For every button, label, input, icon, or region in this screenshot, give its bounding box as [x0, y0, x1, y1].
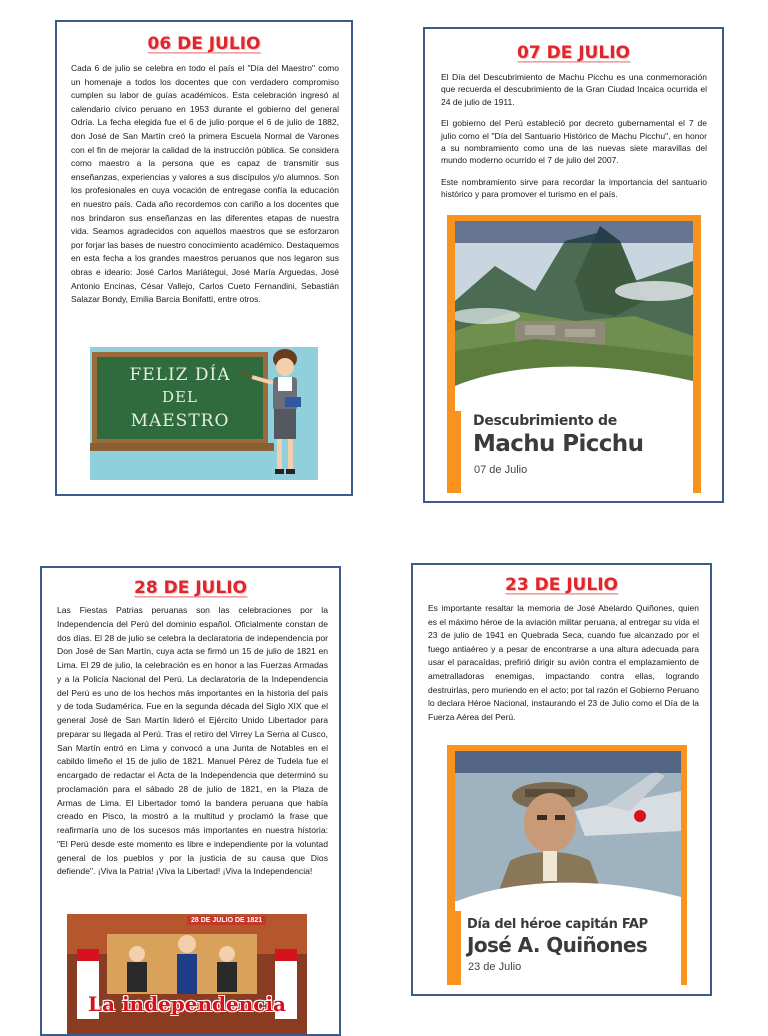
poster-inner	[455, 751, 681, 985]
teacher-illustration	[240, 347, 310, 480]
card-paragraph: Es importante resaltar la memoria de José Abelardo Quiñones, quien es el máximo héroe de la aviación militar peruana, al entregar su vida el 23 de julio de 1941 en Quebrada Seca, cuando fue alcanzado por el fuego antiaéreo y a pesar de encontrarse a una altura adecuada para usar el paracaídas, prefirió dirigir su avión contra el emplazamiento de ametralladoras enemigas, impactando contra ellas, logrando destruirlas, pero muriendo en el acto; por tal razón el Gobierno Peruano lo declara Héroe Nacional, instaurando el 23 de Julio como el Día de la Fuerza Aérea del Perú.	[428, 603, 699, 722]
poster-main-title: José A. Quiñones	[467, 933, 648, 957]
poster-date: 23 de Julio	[468, 961, 522, 973]
poster-orange-accent	[455, 911, 461, 985]
card-body	[441, 71, 707, 208]
poster-subtitle: Día del héroe capitán FAP	[467, 917, 648, 932]
poster-main-title: Machu Picchu	[473, 431, 644, 457]
card-paragraph: Este nombramiento sirve para recordar la importancia del santuario histórico y para promover el turismo en el país.	[441, 176, 707, 200]
independence-banner: 28 DE JULIO DE 1821	[187, 916, 266, 925]
chalk-line-3: MAESTRO	[130, 411, 230, 431]
white-wave	[455, 877, 681, 917]
card-body	[71, 62, 339, 314]
card-paragraph: El Día del Descubrimiento de Machu Picchu es una conmemoración que recuerda el descubrimiento de la Gran Ciudad Incaica ocurrida el 24 de julio de 1911.	[441, 72, 707, 107]
independence-image	[67, 914, 307, 1036]
poster-subtitle: Descubrimiento de	[473, 413, 617, 429]
independence-headline: La independencia	[87, 992, 287, 1016]
chalk-line-1: FELIZ DÍA	[129, 365, 231, 385]
white-wave	[455, 361, 693, 401]
poster-date: 07 de Julio	[474, 464, 528, 476]
poster-inner	[455, 221, 693, 493]
chalk-line-2: DEL	[162, 388, 198, 406]
card-07-julio	[423, 27, 724, 503]
card-paragraph: El gobierno del Perú estableció por decreto gubernamental el 7 de julio como el "Día del Santuario Histórico de Machu Picchu", en honor a su nombramiento como una de las nuevas siete maravillas del mundo moderno ocurrido el 7 de julio del 2007.	[441, 118, 707, 166]
card-title: 06 DE JULIO	[147, 34, 261, 54]
card-23-julio	[411, 563, 712, 996]
card-paragraph: Las Fiestas Patrias peruanas son las celebraciones por la Independencia del Perú del dominio español. Oficialmente constan de dos días. El 28 de julio se celebra la declaratoria de independencia por Don José de San Martín, cuya acta se firmó un 15 de julio de 1821 en Lima. El 29 de julio, la celebración es en honor a las Fuerzas Armadas y a la Policía Nacional del Perú. La declaratoria de la Independencia del Perú es uno de los hechos más importantes en la historia del país y de toda Sudamérica. Fue en la segunda década del Siglo XIX que el general José de San Martín lideró el Ejército Unido Libertador para preparar su llegada al Perú. Tras el retiro del Virrey La Serna al Cusco, San Martín entró en Lima y convocó a una Junta de Notables en el cabildo limeño el 15 de julio de 1821. Manuel Pérez de Tudela fue el encargado de redactar el Acta de la Independencia que determinó su proclamación para el sábado 28 de julio de 1821, en la Plaza de Armas de Lima. El Libertador tomó la bandera peruana que había creado en Pisco, la mostró a la multitud y proclamó la frase que reafirmaría uno de los sucesos más importantes en nuestra historia: "El Perú desde este momento es libre e independiente por la voluntad general de los pueblos y por la justicia de su causa que Dios defiende". ¡Viva la Patria! ¡Viva la Libertad! ¡Viva la Independencia!	[57, 605, 328, 877]
card-title: 28 DE JULIO	[134, 578, 247, 598]
poster-header-bar	[455, 751, 681, 773]
card-title: 23 DE JULIO	[505, 575, 618, 595]
quinones-poster	[447, 745, 687, 985]
poster-orange-accent	[455, 411, 461, 493]
independence-illustration	[67, 914, 307, 1036]
card-title: 07 DE JULIO	[517, 43, 630, 63]
card-06-julio	[55, 20, 353, 496]
poster-header-bar	[455, 221, 693, 243]
card-body	[57, 604, 328, 886]
machu-picchu-poster	[447, 215, 701, 493]
card-28-julio	[40, 566, 341, 1036]
card-paragraph: Cada 6 de julio se celebra en todo el país el "Día del Maestro" como un homenaje a todos los docentes que con verdadero compromiso cumplen su labor de guías académicos. Esta celebración ingresó al calendario cívico peruano en 1953 durante el gobierno del general Odría. La fecha elegida fue el 6 de julio porque el 6 de julio de 1882, don José de San Martín creó la primera Escuela Normal de Varones con el fin de mejorar la calidad de la instrucción pública. Se considera como maestro a la persona que es capaz de transmitir sus enseñanzas, experiencias y valores a sus discípulos y/o alumnos. Son los profesionales en cuya vocación de entregase confía la educación en nuestro país. Cada año recordemos con cariño a los docentes que nos brindaron sus enseñanzas en las diferentes etapas de nuestra vida. Seamos agradecidos con aquellos maestros que se esforzaron por forjar las bases de nuestro conocimiento académico. Destaquemos en esta fecha a los grandes maestros peruanos que nos legaron sus obras e ideario: José Carlos Mariátegui, José María Arguedas, José Antonio Encinas, César Vallejo, Carlos Cueto Fernandini, Sebastián Salazar Bondy, Emilia Barcia Bonifatti, entre otros.	[71, 63, 339, 305]
teacher-day-image	[90, 347, 318, 480]
card-body	[428, 602, 699, 731]
